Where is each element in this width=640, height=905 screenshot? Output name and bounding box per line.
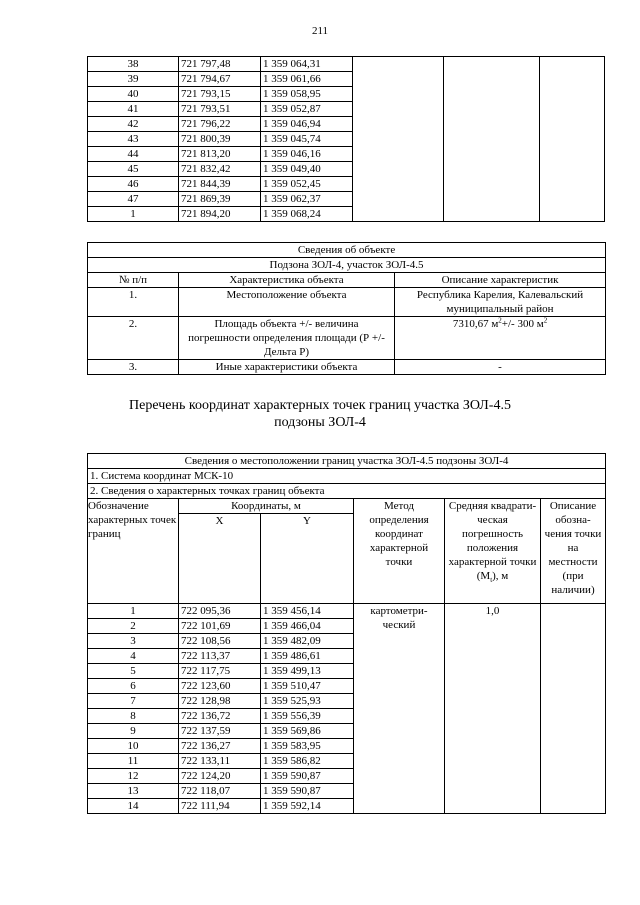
- header-designation: Обозначение характерных точек границ: [88, 499, 179, 604]
- table-row: [88, 604, 606, 619]
- coord-y: 1 359 456,14: [261, 604, 354, 619]
- point-number: 44: [88, 147, 179, 162]
- coord-x: 721 894,20: [179, 207, 261, 222]
- table-row: [88, 57, 605, 72]
- coord-y: 1 359 499,13: [261, 664, 354, 679]
- coord-x: 721 832,42: [179, 162, 261, 177]
- point-number: 9: [88, 724, 179, 739]
- coord-y: 1 359 525,93: [261, 694, 354, 709]
- coord-x: 722 124,20: [179, 769, 261, 784]
- error-cell: [444, 57, 540, 222]
- coord-y: 1 359 486,61: [261, 649, 354, 664]
- point-number: 12: [88, 769, 179, 784]
- point-number: 13: [88, 784, 179, 799]
- heading-line-2: подзоны ЗОЛ-4: [274, 415, 366, 430]
- header-characteristic: Характеристика объекта: [179, 273, 395, 288]
- coord-y: 1 359 046,16: [261, 147, 353, 162]
- coord-x: 722 117,75: [179, 664, 261, 679]
- row-characteristic: Площадь объекта +/- величина погрешности определения площади (Р +/- Дельта Р): [179, 317, 395, 360]
- point-number: 43: [88, 132, 179, 147]
- coord-y: 1 359 590,87: [261, 784, 354, 799]
- coord-x: 721 793,51: [179, 102, 261, 117]
- coord-x: 722 118,07: [179, 784, 261, 799]
- object-info-table: [87, 242, 606, 375]
- point-number: 2: [88, 619, 179, 634]
- header-error: Средняя квадрати-ческая погрешность положения характерной точки $(M_t)$, м: [445, 499, 541, 604]
- point-number: 8: [88, 709, 179, 724]
- coordinate-system: 1. Система координат МСК-10: [88, 469, 606, 484]
- header-x: X: [179, 514, 261, 604]
- point-number: 42: [88, 117, 179, 132]
- coord-y: 1 359 064,31: [261, 57, 353, 72]
- row-description: -: [395, 360, 606, 375]
- coord-x: 721 796,22: [179, 117, 261, 132]
- coord-y: 1 359 052,87: [261, 102, 353, 117]
- coord-x: 722 111,94: [179, 799, 261, 814]
- coord-x: 722 095,36: [179, 604, 261, 619]
- object-info-title: Сведения об объекте: [88, 243, 606, 258]
- object-info-subtitle: Подзона ЗОЛ-4, участок ЗОЛ-4.5: [88, 258, 606, 273]
- coord-y: 1 359 592,14: [261, 799, 354, 814]
- coord-x: 721 844,39: [179, 177, 261, 192]
- coord-x: 721 869,39: [179, 192, 261, 207]
- point-number: 11: [88, 754, 179, 769]
- method-cell: [353, 57, 444, 222]
- coord-x: 722 133,11: [179, 754, 261, 769]
- coord-y: 1 359 052,45: [261, 177, 353, 192]
- point-number: 47: [88, 192, 179, 207]
- coord-y: 1 359 466,04: [261, 619, 354, 634]
- coord-y: 1 359 583,95: [261, 739, 354, 754]
- coord-x: 721 794,67: [179, 72, 261, 87]
- row-number: 1.: [88, 288, 179, 317]
- point-number: 38: [88, 57, 179, 72]
- coord-y: 1 359 510,47: [261, 679, 354, 694]
- point-number: 4: [88, 649, 179, 664]
- points-info: 2. Сведения о характерных точках границ объекта: [88, 484, 606, 499]
- coord-y: 1 359 556,39: [261, 709, 354, 724]
- header-number: № п/п: [88, 273, 179, 288]
- heading-line-1: Перечень координат характерных точек границ участка ЗОЛ-4.5: [129, 398, 511, 413]
- coord-y: 1 359 045,74: [261, 132, 353, 147]
- coord-x: 722 136,27: [179, 739, 261, 754]
- point-number: 6: [88, 679, 179, 694]
- boundary-table-title: Сведения о местоположении границ участка ЗОЛ-4.5 подзоны ЗОЛ-4: [88, 454, 606, 469]
- coord-x: 722 137,59: [179, 724, 261, 739]
- point-number: 41: [88, 102, 179, 117]
- coord-x: 722 113,37: [179, 649, 261, 664]
- boundary-coordinates-table: [87, 453, 606, 814]
- header-coordinates: Координаты, м: [179, 499, 354, 514]
- description-cell: [540, 57, 605, 222]
- coord-x: 722 101,69: [179, 619, 261, 634]
- point-number: 45: [88, 162, 179, 177]
- row-number: 2.: [88, 317, 179, 360]
- header-description: Описание характеристик: [395, 273, 606, 288]
- page-number: 211: [311, 25, 329, 37]
- error-value: 1,0: [445, 604, 541, 814]
- coord-x: 721 793,15: [179, 87, 261, 102]
- point-number: 10: [88, 739, 179, 754]
- point-number: 5: [88, 664, 179, 679]
- description-value: [541, 604, 606, 814]
- row-description: 7310,67 $м^2+/-$ 300 $м^2$: [395, 317, 606, 360]
- point-number: 14: [88, 799, 179, 814]
- row-characteristic: Местоположение объекта: [179, 288, 395, 317]
- point-number: 7: [88, 694, 179, 709]
- point-number: 40: [88, 87, 179, 102]
- coord-y: 1 359 590,87: [261, 769, 354, 784]
- section-heading: [80, 397, 560, 431]
- header-y: Y: [261, 514, 354, 604]
- coord-y: 1 359 046,94: [261, 117, 353, 132]
- coord-y: 1 359 482,09: [261, 634, 354, 649]
- coord-x: 721 797,48: [179, 57, 261, 72]
- header-method: Метод определения координат характерной точки: [354, 499, 445, 604]
- row-description: Республика Карелия, Калевальский муниципальный район: [395, 288, 606, 317]
- point-number: 1: [88, 604, 179, 619]
- coord-x: 722 108,56: [179, 634, 261, 649]
- coord-x: 721 813,20: [179, 147, 261, 162]
- method-value: картометри-ческий: [354, 604, 445, 814]
- coord-x: 722 128,98: [179, 694, 261, 709]
- point-number: 39: [88, 72, 179, 87]
- coord-y: 1 359 062,37: [261, 192, 353, 207]
- point-number: 46: [88, 177, 179, 192]
- header-point-description: Описание обозна-чения точки на местности (при наличии): [541, 499, 606, 604]
- coord-y: 1 359 569,86: [261, 724, 354, 739]
- point-number: 3: [88, 634, 179, 649]
- coord-y: 1 359 058,95: [261, 87, 353, 102]
- point-number: 1: [88, 207, 179, 222]
- coord-y: 1 359 061,66: [261, 72, 353, 87]
- coord-x: 722 123,60: [179, 679, 261, 694]
- coordinates-table-continued: [87, 56, 605, 222]
- coord-x: 721 800,39: [179, 132, 261, 147]
- coord-x: 722 136,72: [179, 709, 261, 724]
- coord-y: 1 359 586,82: [261, 754, 354, 769]
- row-number: 3.: [88, 360, 179, 375]
- coord-y: 1 359 068,24: [261, 207, 353, 222]
- row-characteristic: Иные характеристики объекта: [179, 360, 395, 375]
- coord-y: 1 359 049,40: [261, 162, 353, 177]
